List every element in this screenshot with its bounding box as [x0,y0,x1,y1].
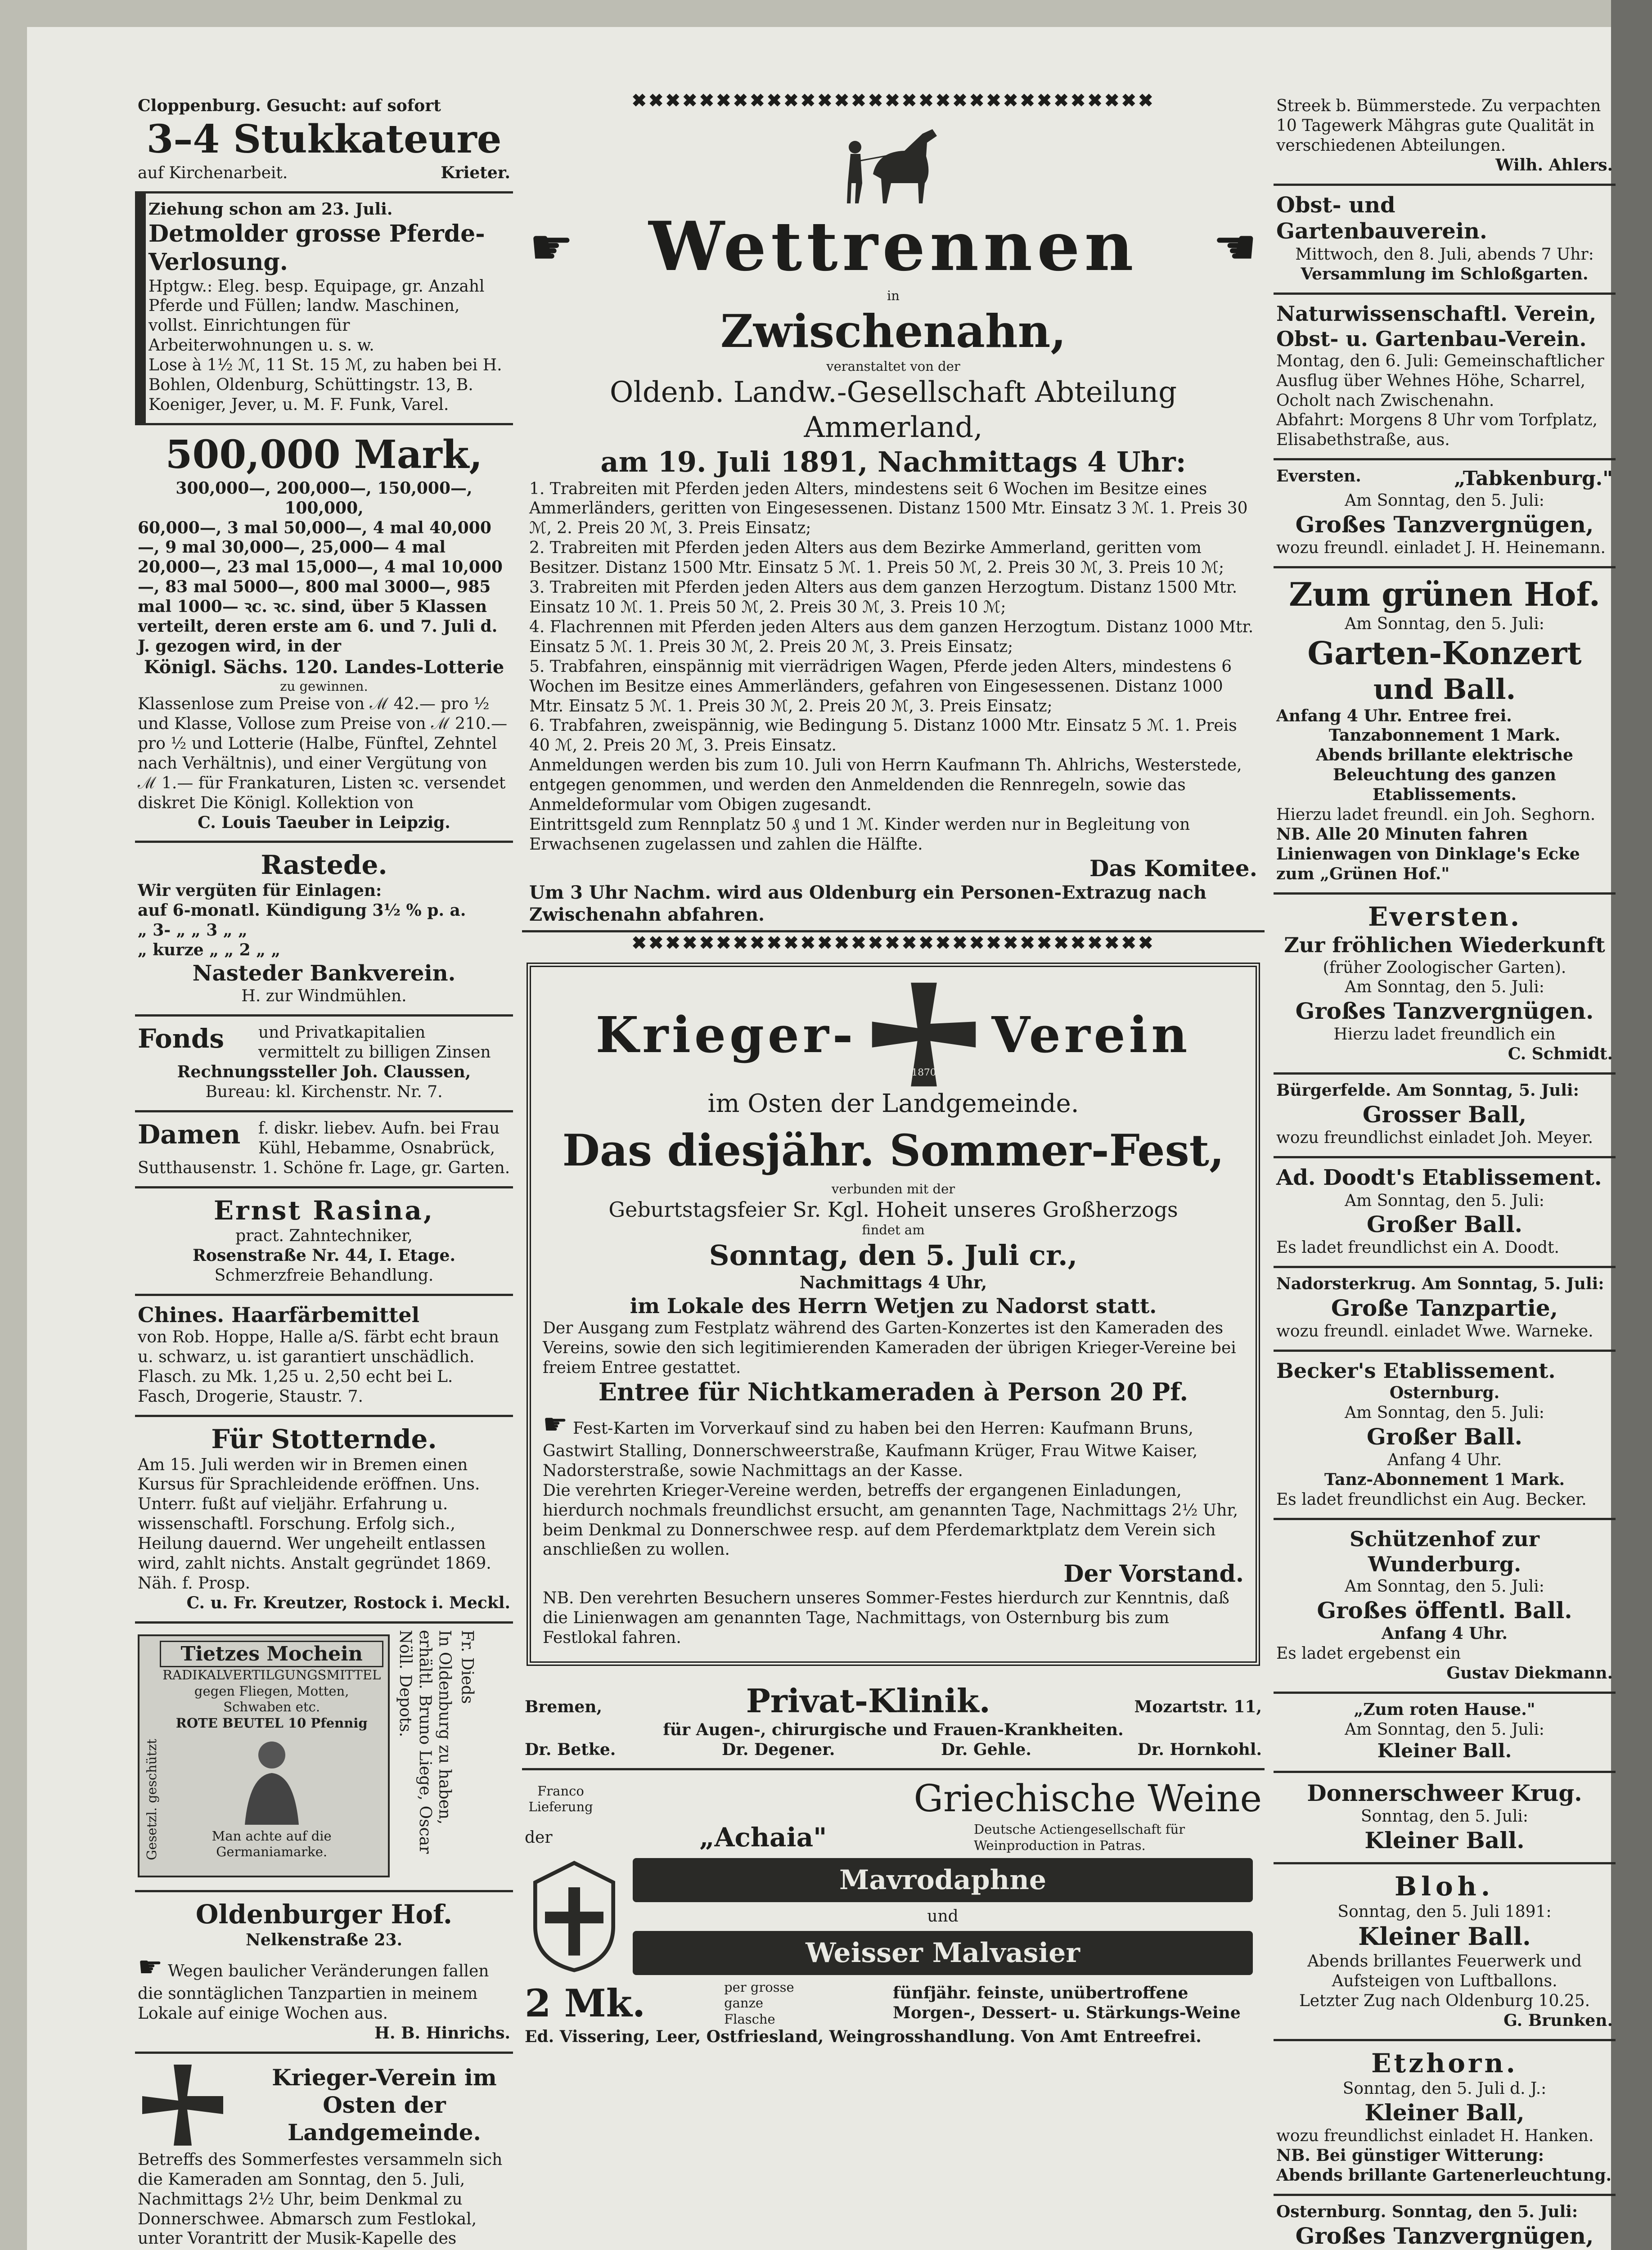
iron-cross-icon [870,981,978,1089]
race-item-1: 1. Trabreiten mit Pferden jeden Alters, mindestens seit 6 Wochen im Besitze eines Ammerländers, geritten von Eingesessenen. Distanz 1500 Mtr. Einsatz 3 ℳ. 1. Preis 30 ℳ, 2. Preis 20 ℳ, 3. Preis Einsatz; [529,479,1248,538]
ad-stukkateure: Cloppenburg. Gesucht: auf sofort 3–4 Stukkateure auf Kirchenarbeit. Krieter. [135,90,513,194]
ad-naturwissenschaftl-verein: Naturwissenschaftl. Verein, Obst- u. Gartenbau-Verein. Montag, den 6. Juli: Gemeinschaftlicher Ausflug über Wehnes Höhe, Scharrel, Ocholt nach Zwischenahn. Abfahrt: Morgens 8 Uhr vom Torfplatz, Elisabethstraße, aus. [1274,295,1616,461]
pointing-hand-icon: ☛ [138,1950,163,1984]
ad-oldenburger-hof: Oldenburger Hof. Nelkenstraße 23. ☛ Wegen baulicher Veränderungen fallen die sonntäglichen Tanzpartien in meinem Lokale auf einige Wochen aus. H. B. Hinrichs. [135,1892,513,2054]
ad-bankverein: Rastede. Wir vergüten für Einlagen: auf 6-monatl. Kündigung 3½ % p. a. „ 3- „ „ 3 „ „ „ kurze „ „ 2 „ „ Nasteder Bankverein. H. zur Windmühlen. [135,843,513,1017]
ad-fonds: Fonds und Privatkapitalien vermittelt zu billigen Zinsen Rechnungssteller Joh. Claussen, Bureau: kl. Kirchenstr. Nr. 7. [135,1017,513,1112]
crest-emblem-icon [525,1858,624,1975]
ad-wettrennen: ☛ Wettrennen ☛ in Zwischenahn, veranstaltet von der Oldenb. Landw.-Gesellschaft Abteilung Ammerland, am 19. Juli 1891, Nachmittags 4 Uhr: 1. Trabreiten mit Pferden jeden Alters, mindestens seit 6 Wochen im Besitze eines Ammerländers, geritten von Eingesessenen. Distanz 1500 Mtr. Einsatz 3 ℳ. 1. Preis 30 ℳ, 2. Preis 20 ℳ, 3. Preis Einsatz; 2. Trabreiten mit Pferden jeden Alters aus dem Bezirke Ammerland, geritten vom Besitzer. Distanz 1500 Mtr. Einsatz 5 ℳ. 1. Preis 50 ℳ, 2. Preis 30 ℳ, 3. Preis 10 ℳ; 3. Trabreiten mit Pferden jeden Alters aus dem ganzen Herzogtum. Distanz 1500 Mtr. Einsatz 10 ℳ. 1. Preis 50 ℳ, 2. Preis 30 ℳ, 3. Preis 10 ℳ; 4. Flachrennen mit Pferden jeden Alters aus dem ganzen Herzogtum. Distanz 1000 Mtr. Einsatz 5 ℳ. 1. Preis 30 ℳ, 2. Preis 20 ℳ, 3. Preis Einsatz; 5. Trabfahren, einspännig mit vierrädrigen Wagen, Pferde jeden Alters, mindestens 6 Wochen im Besitze eines Ammerländers, gefahren von Eingesessenen. Distanz 1000 Mtr. Einsatz 5 ℳ. 1. Preis 30 ℳ, 2. Preis 20 ℳ, 3. Preis Einsatz; 6. Trabfahren, zweispännig, wie Bedingung 5. Distanz 1000 Mtr. Einsatz 5 ℳ. 1. Preis 40 ℳ, 2. Preis 20 ℳ, 3. Preis Einsatz. Anmeldungen werden bis zum 10. Juli von Herrn Kaufmann Th. Ahlrichs, Westerstede, entgegen genommen, und werden den Anmeldenden die Rennregeln, sowie das Anmeldeformular vom Obigen zugesandt. Eintrittsgeld zum Rennplatz 50 ₰ und 1 ℳ. Kinder werden nur in Begleitung von Erwachsenen zugelassen und zahlen die Hälfte. Das Komitee. Um 3 Uhr Nachm. wird aus Oldenburg ein Personen-Extrazug nach Zwischenahn abfahren. [522,111,1265,932]
ad-obst-gartenbauverein: Obst- und Gartenbauverein. Mittwoch, den 8. Juli, abends 7 Uhr: Versammlung im Schloßgarten. [1274,186,1616,295]
ad-krieger-verein-fest: Krieger- 1870 Verein im Osten der Landgemeinde. Das diesjähr. Sommer-Fest, verbunden mit der Geburtstagsfeier Sr. Kgl. Hoheit unseres Großherzogs findet am Sonntag, den 5. Juli cr., Nachmittags 4 Uhr, im Lokale des Herrn Wetjen zu Nadorst statt. Der Ausgang zum Festplatz während des Garten-Konzertes ist den Kameraden des Vereins, sowie den sich legitimierenden Kameraden der übrigen Krieger-Vereine bei freiem Entree gestattet. Entree für Nichtkameraden à Person 20 Pf. ☛ Fest-Karten im Vorverkauf sind zu haben bei den Herren: Kaufmann Bruns, Gastwirt Stalling, Donnerschweerstraße, Kaufmann Krüger, Frau Witwe Kaiser, Nadorsterstraße, sowie Nachmittags an der Kasse. Die verehrten Krieger-Vereine werden, betreffs der ergangenen Einladungen, hierdurch nochmals freundlichst ersucht, am genannten Tage, Nachmittags 2½ Uhr, beim Denkmal zu Donnerschwee resp. auf dem Pferdemarktplatz dem Verein sich anschließen zu wollen. Der Vorstand. NB. Den verehrten Besuchern unseres Sommer-Festes hierdurch zur Kenntnis, daß die Linienwagen am genannten Tage, Nachmittags, von Osternburg bis zum Festlokal fahren. [527,963,1260,1665]
ad-beckers-etablissement: Becker's Etablissement. Osternburg. Am Sonntag, den 5. Juli: Großer Ball. Anfang 4 Uhr. Tanz-Abonnement 1 Mark. Es ladet freundlichst ein Aug. Becker. [1274,1352,1616,1520]
horse-and-handler-icon [819,116,968,206]
race-item-3: 3. Trabreiten mit Pferden jeden Alters aus dem ganzen Herzogtum. Distanz 1500 Mtr. Einsatz 10 ℳ. 1. Preis 50 ℳ, 2. Preis 30 ℳ, 3. Preis 10 ℳ; [529,578,1238,616]
ad-stotternde: Für Stotternde. Am 15. Juli werden wir in Bremen einen Kursus für Sprachleidende eröffnen. Uns. Unterr. fußt auf vieljähr. Erfahrung u. wissenschaftl. Forschung. Erfolg sich., Heilung dauernd. Wer ungeheilt entlassen wird, zahlt nichts. Anstalt gegründet 1869. Näh. f. Prosp. C. u. Fr. Kreutzer, Rostock i. Meckl. [135,1417,513,1624]
ad-haarfaerbemittel: Chines. Haarfärbemittel von Rob. Hoppe, Halle a/S. färbt echt braun u. schwarz, u. ist garantiert unschädlich. Flasch. zu Mk. 1,25 u. 2,50 echt bei L. Fasch, Drogerie, Staustr. 7. [135,1296,513,1417]
ad-lotterie: 500,000 Mark, 300,000—, 200,000—, 150,000—, 100,000, 60,000—, 3 mal 50,000—, 4 mal 40,000—, 9 mal 30,000—, 25,000— 4 mal 20,000—, 23 mal 15,000—, 4 mal 10,000—, 83 mal 5000—, 800 mal 3000—, 985 mal 1000— ꝛc. ꝛc. sind, über 5 Klassen verteilt, deren erste am 6. und 7. Juli d. J. gezogen wird, in der Königl. Sächs. 120. Landes-Lotterie zu gewinnen. Klassenlose zum Preise von ℳ 42.— pro ½ und Klasse, Vollose zum Preise von ℳ 210.— pro ½ und Lotterie (Halbe, Fünftel, Zehntel nach Verhältnis), und einer Vergütung von ℳ 1.— für Frankaturen, Listen ꝛc. versendet diskret Die Königl. Kollektion von C. Louis Taeuber in Leipzig. [135,425,513,843]
race-item-5: 5. Trabfahren, einspännig mit vierrädrigen Wagen, Pferde jeden Alters, mindestens 6 Wochen im Besitze eines Ammerländers, gefahren von Eingesessenen. Distanz 1000 Mtr. Einsatz 5 ℳ. 1. Preis 30 ℳ, 2. Preis 20 ℳ, 3. Preis Einsatz; [529,657,1232,716]
iron-cross-icon [138,2060,228,2150]
decorative-border: ✖✖✖✖✖✖✖✖✖✖✖✖✖✖✖✖✖✖✖✖✖✖✖✖✖✖✖✖✖✖✖ [631,932,1155,954]
ad-osternburg-tanz: Osternburg. Sonntag, den 5. Juli: Großes Tanzvergnügen, [1276,2202,1594,2250]
race-item-2: 2. Trabreiten mit Pferden jeden Alters aus dem Bezirke Ammerland, geritten vom Besitzer. Distanz 1500 Mtr. Einsatz 5 ℳ. 1. Preis 50 ℳ, 2. Preis 30 ℳ, 3. Preis 10 ℳ; [529,539,1224,577]
ad-krieger-verein-left: Krieger-Verein im Osten der Landgemeinde. Betreffs des Sommerfestes versammeln sich die Kameraden am Sonntag, den 5. Juli, Nachmittags 2½ Uhr, beim Denkmal zu Donnerschwee. Abmarsch zum Festlokal, unter Vorantritt der Musik-Kapelle des [135,2054,513,2250]
ad-tabkenburg: Eversten. „Tabkenburg." Am Sonntag, den 5. Juli: Großes Tanzvergnügen, wozu freundl. einladet J. H. Heinemann. [1274,460,1616,568]
ad-doodts-etablissement: Ad. Doodt's Etablissement. Am Sonntag, den 5. Juli: Großer Ball. Es ladet freundlichst ein A. Doodt. [1274,1158,1616,1268]
ad-pferde-verlosung: Ziehung schon am 23. Juli. Detmolder grosse Pferde-Verlosung. Hptgw.: Eleg. besp. Equipage, gr. Anzahl Pferde und Füllen; landw. Maschinen, vollst. Einrichtungen für Arbeiterwohnungen u. s. w. Lose à 1½ ℳ, 11 St. 15 ℳ, zu haben bei H. Bohlen, Oldenburg, Schüttingstr. 13, B. Koeniger, Jever, u. M. F. Funk, Varel. [135,194,513,425]
race-item-6: 6. Trabfahren, zweispännig, wie Bedingung 5. Distanz 1000 Mtr. Einsatz 5 ℳ. 1. Preis 40 ℳ, 2. Preis 20 ℳ, 3. Preis Einsatz. [529,716,1237,755]
ad-bloh: Bloh. Sonntag, den 5. Juli 1891: Kleiner Ball. Abends brillantes Feuerwerk und Aufsteigen von Luftballons. Letzter Zug nach Oldenburg 10.25. G. Brunken. [1274,1864,1616,2041]
ad-donnerschweer-krug: Donnerschweer Krug. Sonntag, den 5. Juli: Kleiner Ball. [1274,1773,1616,1864]
middle-column [522,90,1265,2250]
pointing-hand-left-icon: ☛ [1213,218,1257,276]
ad-schuetzenhof-wunderburg: Schützenhof zur Wunderburg. Am Sonntag, den 5. Juli: Großes öffentl. Ball. Anfang 4 Uhr. Es ladet ergebenst ein Gustav Diekmann. [1274,1520,1616,1694]
ad-zum-roten-hause: „Zum roten Hause." Am Sonntag, den 5. Juli: Kleiner Ball. [1274,1694,1616,1773]
race-item-4: 4. Flachrennen mit Pferden jeden Alters aus dem ganzen Herzogtum. Distanz 1000 Mtr. Einsatz 5 ℳ. 1. Preis 30 ℳ, 2. Preis 20 ℳ, 3. Preis Einsatz; [529,617,1254,656]
ad-nadorsterkrug: Nadorsterkrug. Am Sonntag, 5. Juli: Große Tanzpartie, wozu freundl. einladet Wwe. Warneke. [1274,1268,1616,1352]
pointing-hand-right-icon: ☛ [529,218,574,276]
ad-maehgras: Streek b. Bümmerstede. Zu verpachten 10 Tagewerk Mähgras gute Qualität in verschiedenen Abteilungen. Wilh. Ahlers. [1274,90,1616,186]
ad-privat-klinik: Bremen, Privat-Klinik. Mozartstr. 11, für Augen-, chirurgische und Frauen-Krankheiten. Dr. Betke. Dr. Degener. Dr. Gehle. Dr. Hornkohl. [522,1675,1265,1771]
mochein-advert-illustration: Gesetzl. geschützt Tietzes Mochein RADIKALVERTILGUNGSMITTEL gegen Fliegen, Motten, Schwaben etc. ROTE BEUTEL 10 Pfennig Man achte auf die Germaniamarke. [138,1634,390,1877]
left-column [135,90,513,2250]
woman-figure-icon [227,1735,317,1825]
pointing-hand-icon: ☛ [543,1408,568,1441]
page-edge [1611,0,1652,2250]
ad-griechische-weine: Franco Lieferung Griechische Weine der „Achaia" Deutsche Actiengesellschaft für Weinproduction in Patras. Mavrodaphne und Weisser Malvasier 2 Mk. per grosse ganze Flasche fünfjähr. feinste, unübertroffene Morgen-, Dessert- u. Stärkungs-Weine Ed. Vissering, Leer, Ostfriesland, Weingrosshandlung. Von Amt Entreefrei. [525,1778,1262,2046]
ad-damen: Damen f. diskr. liebev. Aufn. bei Frau Kühl, Hebamme, Osnabrück, Sutthausenstr. 1. Schöne fr. Lage, gr. Garten. [135,1112,513,1188]
ad-froehliche-wiederkunft: Eversten. Zur fröhlichen Wiederkunft (früher Zoologischer Garten). Am Sonntag, den 5. Juli: Großes Tanzvergnügen. Hierzu ladet freundlich ein C. Schmidt. [1274,895,1616,1075]
ad-headline: 3–4 Stukkateure [146,116,502,162]
ad-grosser-ball-buergerfelde: Bürgerfelde. Am Sonntag, 5. Juli: Grosser Ball, wozu freundlichst einladet Joh. Meyer. [1274,1075,1616,1158]
ad-etzhorn: Etzhorn. Sonntag, den 5. Juli d. J.: Kleiner Ball, wozu freundlichst einladet H. Hanken. NB. Bei günstiger Witterung: Abends brillante Gartenerleuchtung. [1274,2041,1616,2196]
svg-text:1870: 1870 [911,1067,936,1079]
ad-zahntechniker: Ernst Rasina, pract. Zahntechniker, Rosenstraße Nr. 44, I. Etage. Schmerzfreie Behandlung. [135,1188,513,1296]
decorative-border: ✖✖✖✖✖✖✖✖✖✖✖✖✖✖✖✖✖✖✖✖✖✖✖✖✖✖✖✖✖✖✖ [631,90,1155,111]
ad-zum-gruenen-hof: Zum grünen Hof. Am Sonntag, den 5. Juli: Garten-Konzert und Ball. Anfang 4 Uhr. Entree frei. Tanzabonnement 1 Mark. Abends brillante elektrische Beleuchtung des ganzen Etablissements. Hierzu ladet freundl. ein Joh. Seghorn. NB. Alle 20 Minuten fahren Linienwagen von Dinklage's Ecke zum „Grünen Hof." [1274,568,1616,895]
right-column [1274,90,1616,2250]
ad-mochein: Gesetzl. geschützt Tietzes Mochein RADIKALVERTILGUNGSMITTEL gegen Fliegen, Motten, Schwaben etc. ROTE BEUTEL 10 Pfennig Man achte auf die Germaniamarke. In Oldenburg zu haben, erhältl. Bruno Liege, Oscar Nöll. Depots. Fr. Dieds [135,1624,513,1892]
